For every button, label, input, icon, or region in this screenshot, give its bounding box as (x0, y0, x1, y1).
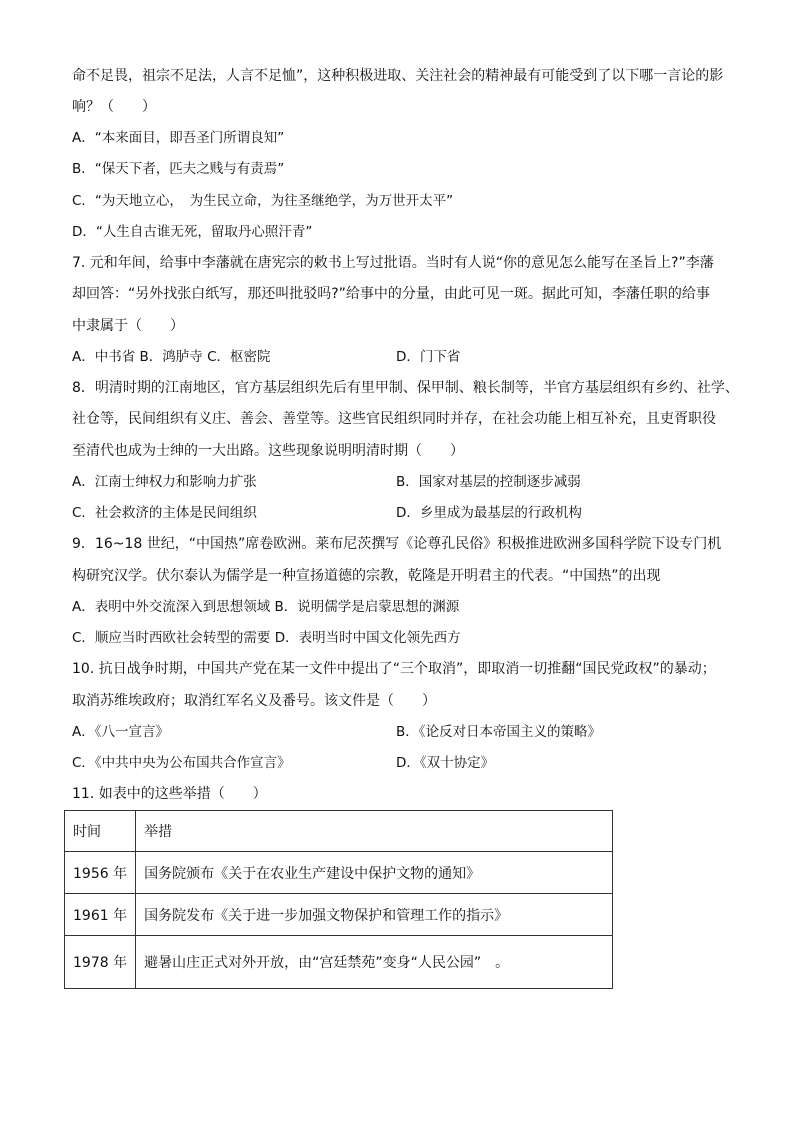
q10-option-c[interactable]: C．《中共中央为公布国共合作宣言》 (72, 755, 291, 771)
q8-option-c[interactable]: C．社会救济的主体是民间组织 (72, 505, 257, 521)
q10-option-b[interactable]: B．《论反对日本帝国主义的策略》 (396, 724, 602, 740)
q6-stem-line-1: 命不足畏，祖宗不足法，人言不足恤”，这种积极进取、关注社会的精神最有可能受到了以下哪一言论的影 (72, 68, 724, 84)
table-cell-year: 1956 年 (65, 852, 136, 894)
q7-option-d[interactable]: D．门下省 (396, 349, 461, 365)
q6-option-b[interactable]: B．“保天下者，匹夫之贱与有责焉” (72, 161, 285, 177)
q9-options-cd[interactable]: C．顺应当时西欧社会转型的需要 D．表明当时中国文化领先西方 (72, 630, 461, 646)
table-row (65, 894, 613, 936)
q7-stem-line-3: 中隶属于（ ） (72, 318, 184, 334)
table-cell-year: 1961 年 (65, 894, 136, 936)
q10-stem-line-1: 10. 抗日战争时期，中国共产党在某一文件中提出了“三个取消”，即取消一切推翻“国民党政权”的暴动； (72, 661, 716, 677)
table-header-time: 时间 (65, 811, 136, 852)
q6-option-c[interactable]: C．“为天地立心， 为生民立命，为往圣继绝学，为万世开太平” (72, 193, 454, 209)
q7-stem-line-2: 却回答：“另外找张白纸写，那还叫批驳吗?”给事中的分量，由此可见一斑。据此可知，李藩任职的给事 (72, 286, 710, 302)
q9-stem-line-1: 9．16~18 世纪，“中国热”席卷欧洲。莱布尼茨撰写《论尊孔民俗》积极推进欧洲多国科学院下设专门机 (72, 536, 722, 552)
table-cell-measure: 国务院发布《关于进一步加强文物保护和管理工作的指示》 (136, 894, 613, 936)
q11-stem: 11. 如表中的这些举措（ ） (72, 786, 267, 802)
table-row (65, 852, 613, 894)
q10-option-a[interactable]: A．《八一宣言》 (72, 724, 169, 740)
table-cell-measure: 避暑山庄正式对外开放，由“宫廷禁苑”变身“人民公园” 。 (136, 936, 613, 989)
q6-option-a[interactable]: A．“本来面目，即吾圣门所谓良知” (72, 130, 285, 146)
q8-option-b[interactable]: B．国家对基层的控制逐步减弱 (396, 474, 581, 490)
q10-option-d[interactable]: D．《双十协定》 (396, 755, 495, 771)
q9-stem-line-2: 构研究汉学。伏尔泰认为儒学是一种宣扬道德的宗教，乾隆是开明君主的代表。“中国热”的出现 (72, 568, 661, 584)
measures-table (64, 810, 613, 989)
q7-options-abc[interactable]: A．中书省 B．鸿胪寺 C．枢密院 (72, 349, 271, 365)
q6-option-d[interactable]: D．“人生自古谁无死，留取丹心照汗青” (72, 224, 313, 240)
q6-stem-line-2: 响？（ ） (72, 99, 156, 115)
table-row (65, 936, 613, 989)
table-header-measure: 举措 (136, 811, 613, 852)
q8-stem-line-1: 8．明清时期的江南地区，官方基层组织先后有里甲制、保甲制、粮长制等，半官方基层组织有乡约、社学、 (72, 380, 739, 396)
q8-stem-line-2: 社仓等，民间组织有义庄、善会、善堂等。这些官民组织同时并存，在社会功能上相互补充，且吏胥职役 (72, 411, 716, 427)
q9-options-ab[interactable]: A．表明中外交流深入到思想领域 B．说明儒学是启蒙思想的渊源 (72, 599, 460, 615)
q8-option-d[interactable]: D．乡里成为最基层的行政机构 (396, 505, 582, 521)
table-cell-year: 1978 年 (65, 936, 136, 989)
q7-stem-line-1: 7. 元和年间，给事中李藩就在唐宪宗的敕书上写过批语。当时有人说“你的意见怎么能写在圣旨上?”李藩 (72, 255, 714, 271)
q10-stem-line-2: 取消苏维埃政府；取消红军名义及番号。该文件是（ ） (72, 693, 436, 709)
table-cell-measure: 国务院颁布《关于在农业生产建设中保护文物的通知》 (136, 852, 613, 894)
q8-stem-line-3: 至清代也成为士绅的一大出路。这些现象说明明清时期（ ） (72, 443, 464, 459)
q8-option-a[interactable]: A．江南士绅权力和影响力扩张 (72, 474, 257, 490)
table-header-row (65, 811, 613, 852)
